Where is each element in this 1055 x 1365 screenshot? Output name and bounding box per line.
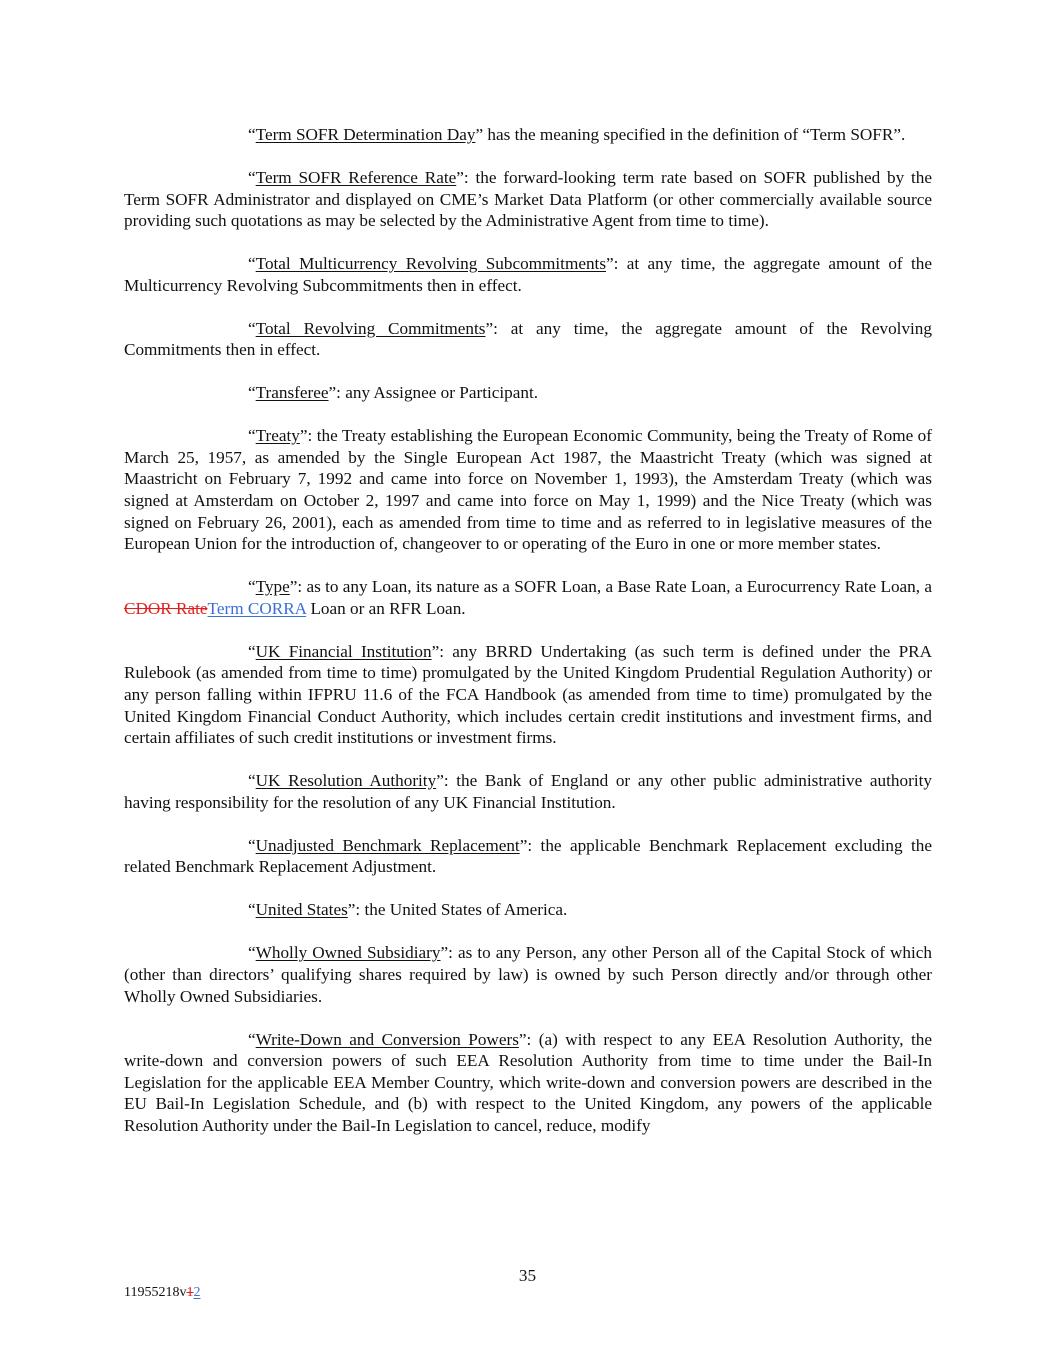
definition-paragraph: “Total Multicurrency Revolving Subcommitments”: at any time, the aggregate amount of the Multicurrency Revolving Subcommitments then in effect. — [124, 254, 933, 295]
definition-text: ”: any Assignee or Participant. — [328, 383, 539, 403]
definition-text: ”: at any time, the aggregate amount of the Multicurrency Revolving Subcommitments then in effect. — [124, 254, 933, 295]
definition-text: ”: (a) with respect to any EEA Resolution Authority, the write-down and conversion powers of such EEA Resolution Authority from time to time under the Bail-In Legislation for the applicable EEA Member Country, which write-down and conversion powers are described in the EU Bail-In Legislation Schedule, and (b) with respect to the United Kingdom, any powers of the applicable Resolution Authority under the Bail-In Legislation to cancel, reduce, modify — [124, 1029, 932, 1135]
definition-text: ” has the meaning specified in the definition of “Term SOFR”. — [475, 125, 906, 144]
definition-text: ”: the Treaty establishing the European Economic Community, being the Treaty of Rome of March 25, 1957, as amended by the Single European Act 1987, the Maastricht Treaty (which was signed at Maastricht on February 7, 1992 and came into force on November 1, 1993), the Amsterdam Treaty (which was signed at Amsterdam on October 2, 1997 and came into force on May 1, 1999) and the Nice Treaty (which was signed on February 26, 2001), each as amended from time to time and as referred to in legislative measures of the European Union for the introduction of, changeover to or operating of the Euro in one or more member states. — [124, 426, 932, 554]
definition-paragraph: “Term SOFR Reference Rate”: the forward-looking term rate based on SOFR published by the Term SOFR Administrator and displayed on CME’s Market Data Platform (or other commercially available source providing such quotations as may be selected by the Administrative Agent from time to time). — [124, 167, 932, 231]
definition-paragraph: “Treaty”: the Treaty establishing the European Economic Community, being the Treaty of Rome of March 25, 1957, as amended by the Single European Act 1987, the Maastricht Treaty (which was signed at Maastricht on February 7, 1992 and came into force on November 1, 1993), the Amsterdam Treaty (which was signed at Amsterdam on October 2, 1997 and came into force on May 1, 1999) and the Nice Treaty (which was signed on February 26, 2001), each as amended from time to time and as referred to in legislative measures of the European Union for the introduction of, changeover to or operating of the Euro in one or more member states. — [124, 426, 932, 554]
definition-paragraph: “Write-Down and Conversion Powers”: (a) with respect to any EEA Resolution Authority, the write-down and conversion powers of such EEA Resolution Authority from time to time under the Bail-In Legislation for the applicable EEA Member Country, which write-down and conversion powers are described in the EU Bail-In Legislation Schedule, and (b) with respect to the United Kingdom, any powers of the applicable Resolution Authority under the Bail-In Legislation to cancel, reduce, modify — [124, 1029, 932, 1135]
definition-text: ”: the forward-looking term rate based on SOFR published by the Term SOFR Administrator and displayed on CME’s Market Data Platform (or other commercially available source providing such quotations as may be selected by the Administrative Agent from time to time). — [124, 167, 932, 231]
defined-term: UK Financial Institution — [255, 641, 432, 661]
definition-paragraph: “Term SOFR Determination Day” has the meaning specified in the definition of “Term SOFR”. — [248, 125, 906, 144]
definition-text: ”: as to any Loan, its nature as a SOFR Loan, a Base Rate Loan, a Eurocurrency Rate Loan, a — [289, 577, 932, 597]
document-id — [124, 1285, 200, 1301]
defined-term: Total Revolving Commitments — [255, 318, 486, 338]
definition-paragraph: “UK Financial Institution”: any BRRD Undertaking (as such term is defined under the PRA Rulebook (as amended from time to time) promulgated by the United Kingdom Prudential Regulation Authority) or any person falling within IFPRU 11.6 of the FCA Handbook (as amended from time to time) promulgated by the United Kingdom Financial Conduct Authority, which includes certain credit institutions and investment firms, and certain affiliates of such credit institutions or investment firms. — [124, 641, 932, 748]
defined-term: Write-Down and Conversion Powers — [255, 1029, 519, 1049]
deleted-text: CDOR Rate — [124, 598, 208, 618]
definition-text: ”: as to any Person, any other Person all of the Capital Stock of which (other than directors’ qualifying shares required by law) is owned by such Person directly and/or through other Wholly Owned Subsidiaries. — [124, 943, 932, 1006]
document-body — [124, 124, 932, 1158]
defined-term: UK Resolution Authority — [255, 771, 437, 791]
document-id-inserted: 2 — [193, 1285, 201, 1300]
definition-paragraph: “United States”: the United States of America. — [248, 900, 568, 920]
page-number: 35 — [518, 1266, 537, 1285]
definition-paragraph-type: “Type”: as to any Loan, its nature as a SOFR Loan, a Base Rate Loan, a Eurocurrency Rate Loan, a CDOR RateTerm CORRA Loan or an RFR Loan. — [124, 577, 932, 618]
document-id-deleted: 1 — [186, 1285, 194, 1300]
defined-term: Transferee — [255, 383, 329, 403]
definition-text: ”: the United States of America. — [347, 900, 568, 920]
definition-text: ”: the applicable Benchmark Replacement excluding the related Benchmark Replacement Adjustment. — [124, 835, 932, 877]
definition-paragraph: “UK Resolution Authority”: the Bank of England or any other public administrative authority having responsibility for the resolution of any UK Financial Institution. — [124, 771, 932, 812]
defined-term: Type — [255, 577, 290, 597]
defined-term: Unadjusted Benchmark Replacement — [255, 835, 520, 855]
definition-text: ”: at any time, the aggregate amount of the Revolving Commitments then in effect. — [124, 318, 932, 360]
defined-term: Term SOFR Reference Rate — [255, 167, 457, 187]
definition-paragraph: “Wholly Owned Subsidiary”: as to any Person, any other Person all of the Capital Stock of which (other than directors’ qualifying shares required by law) is owned by such Person directly and/or through other Wholly Owned Subsidiaries. — [124, 943, 932, 1006]
definition-paragraph: “Total Revolving Commitments”: at any time, the aggregate amount of the Revolving Commitments then in effect. — [124, 318, 932, 360]
inserted-text: Term CORRA — [207, 598, 307, 618]
defined-term: Treaty — [255, 426, 300, 446]
document-id-prefix: 11955218v — [124, 1285, 187, 1300]
defined-term: Term SOFR Determination Day — [255, 125, 476, 144]
definition-paragraph: “Unadjusted Benchmark Replacement”: the applicable Benchmark Replacement excluding the related Benchmark Replacement Adjustment. — [124, 835, 932, 877]
defined-term: Total Multicurrency Revolving Subcommitments — [255, 254, 607, 274]
definition-paragraph: “Transferee”: any Assignee or Participant. — [248, 383, 539, 403]
definition-text: ”: any BRRD Undertaking (as such term is defined under the PRA Rulebook (as amended from time to time) promulgated by the United Kingdom Prudential Regulation Authority) or any person falling within IFPRU 11.6 of the FCA Handbook (as amended from time to time) promulgated by the United Kingdom Financial Conduct Authority, which includes certain credit institutions and investment firms, and certain affiliates of such credit institutions or investment firms. — [124, 641, 932, 748]
defined-term: Wholly Owned Subsidiary — [255, 943, 441, 963]
definition-text: Loan or an RFR Loan. — [306, 598, 466, 618]
definition-text: ”: the Bank of England or any other public administrative authority having responsibility for the resolution of any UK Financial Institution. — [124, 771, 932, 812]
defined-term: United States — [255, 900, 348, 920]
